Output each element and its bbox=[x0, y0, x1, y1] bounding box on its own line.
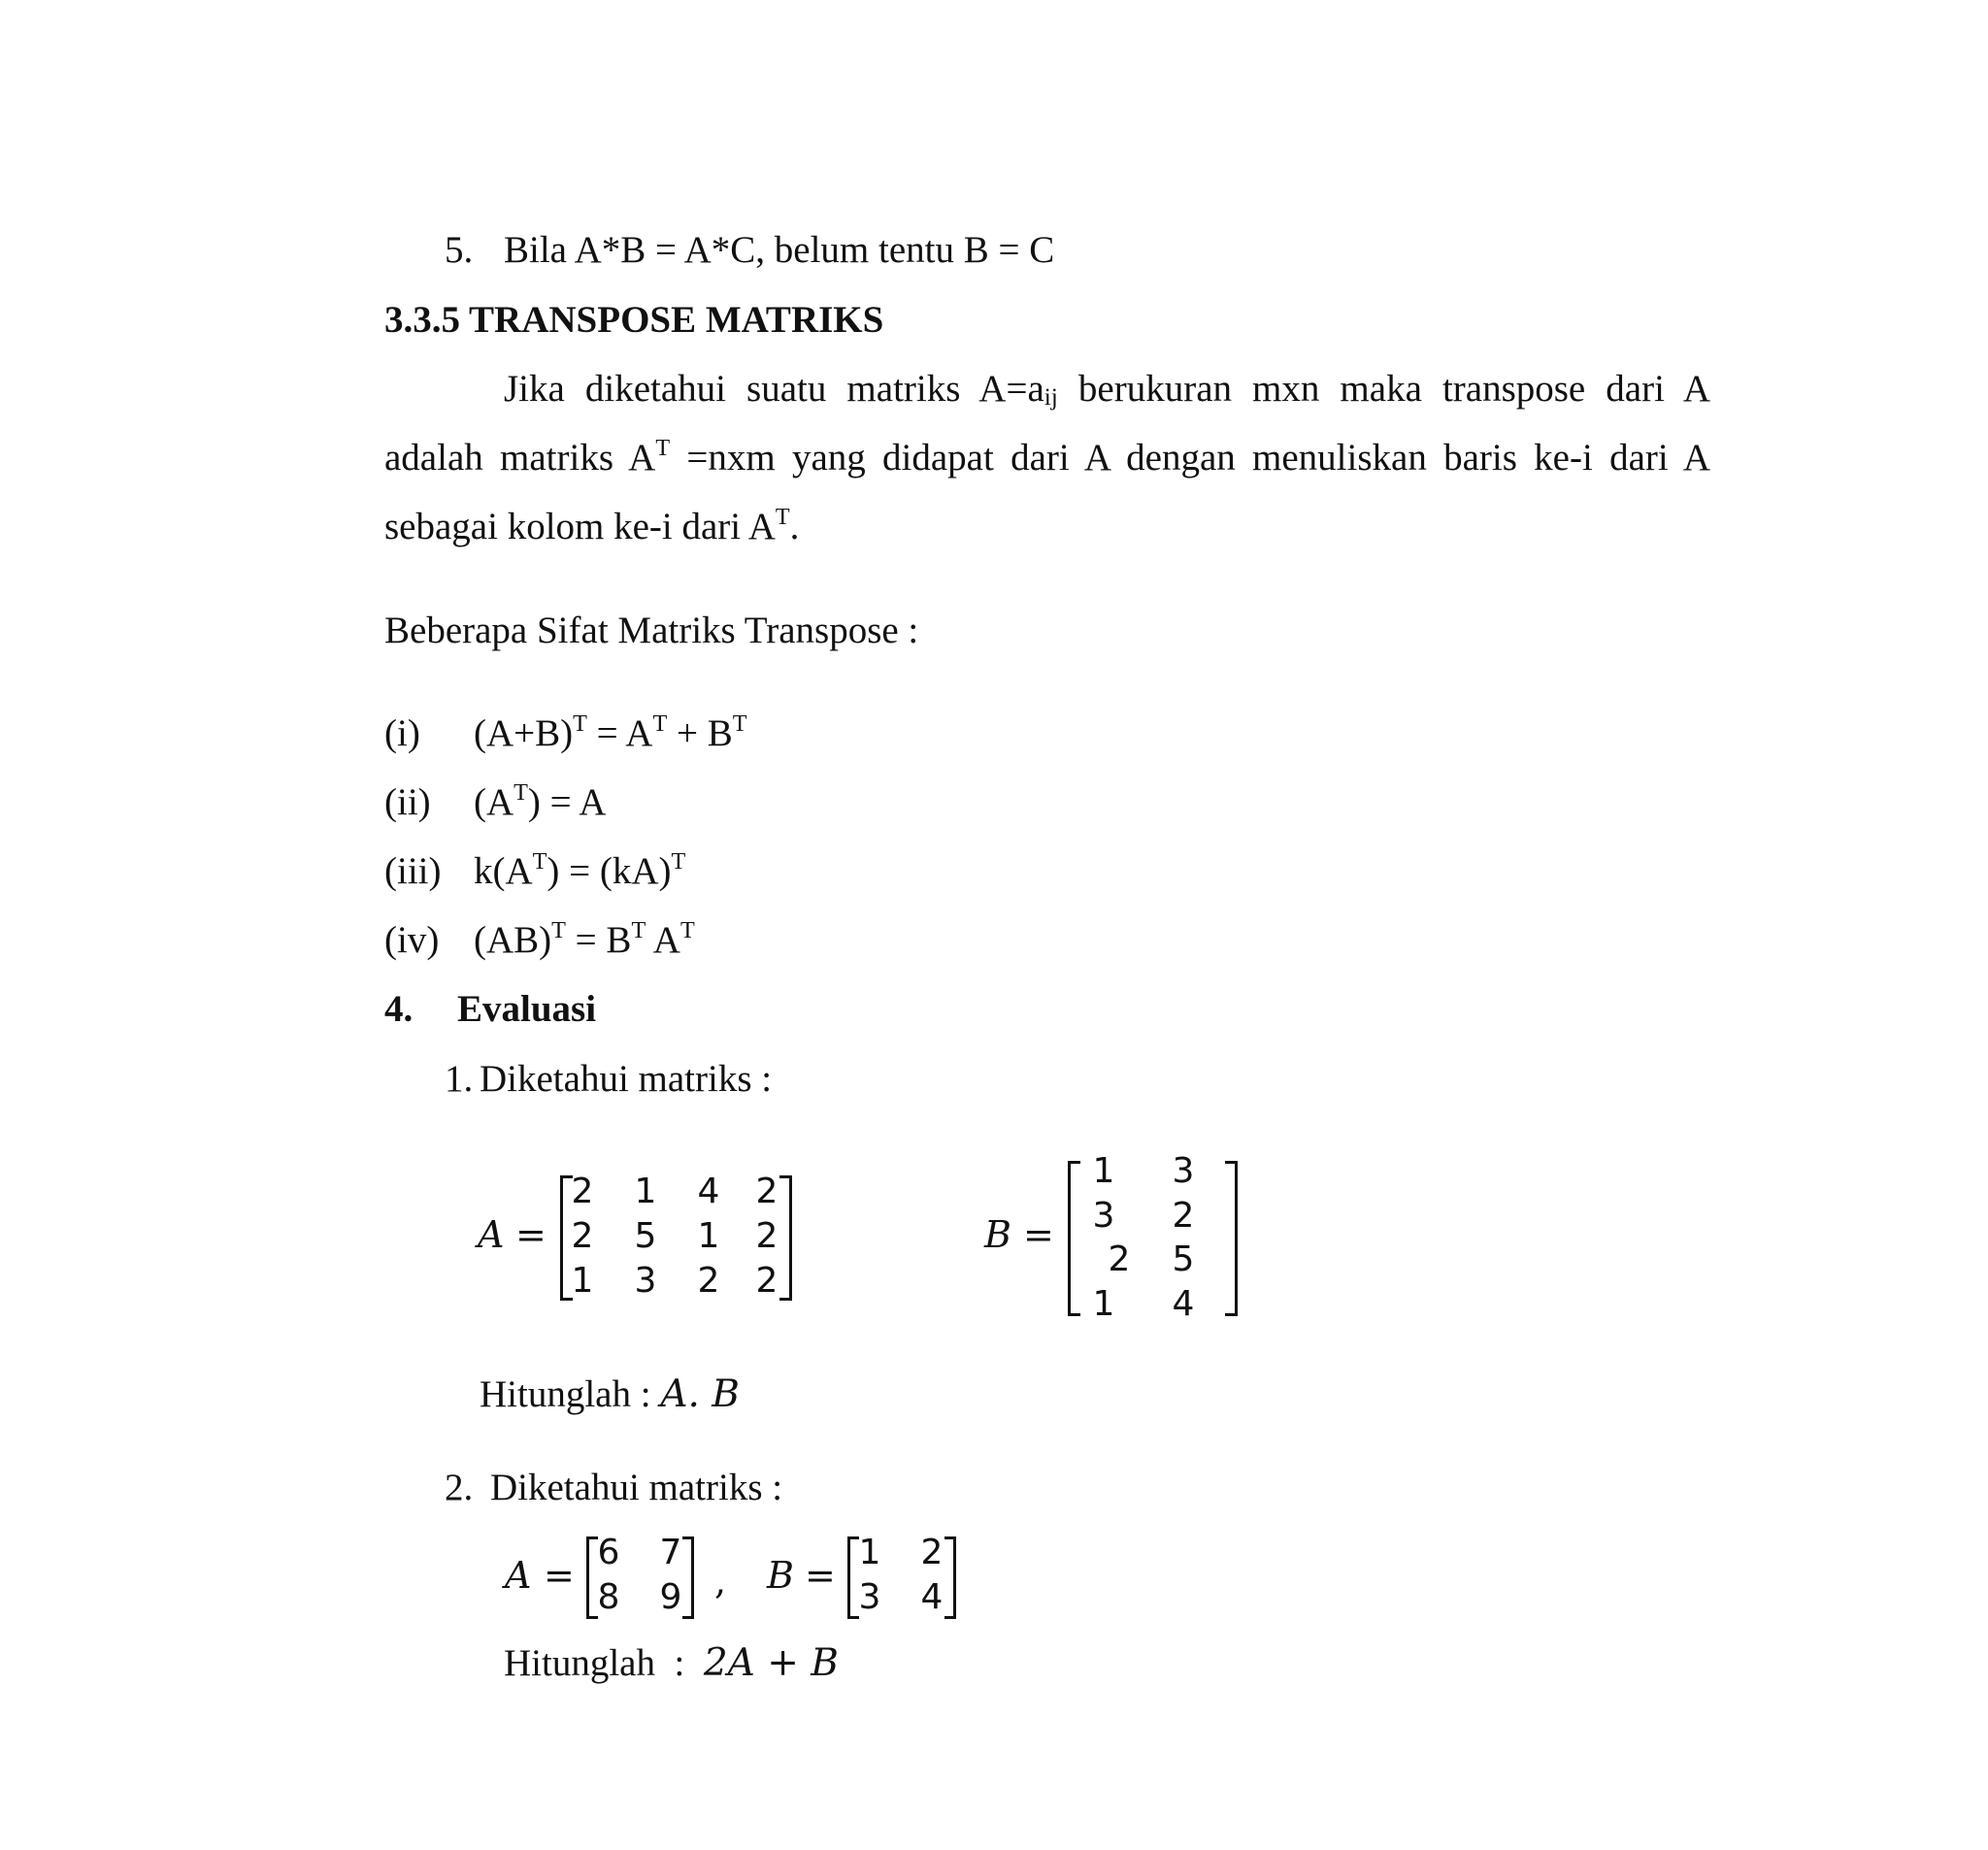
paragraph-line-2: adalah matriks $A^T =nxm$ yang didapat dari A dengan menuliskan baris ke-i dari A bbox=[384, 435, 1711, 479]
properties-heading: Beberapa Sifat Matriks Transpose : bbox=[384, 610, 919, 651]
matrix-cell: 2 bbox=[920, 1533, 944, 1572]
matrix-a-label: A bbox=[505, 1554, 532, 1597]
list-number-5: 5. bbox=[445, 229, 474, 271]
matrix-cell: 8 bbox=[597, 1577, 620, 1617]
matrix-a-label: A bbox=[478, 1213, 505, 1256]
property-formula: $(A^T) = A$ bbox=[474, 779, 607, 823]
matrix-cell: 2 bbox=[571, 1172, 594, 1211]
section-title: 3.3.5 TRANSPOSE MATRIKS bbox=[384, 299, 884, 341]
matrix-cell: 9 bbox=[659, 1577, 682, 1617]
matrix-cell: 1 bbox=[1092, 1284, 1115, 1324]
paragraph-line-1: Jika diketahui suatu matriks $A=a_{ij}$ berukuran mxn maka transpose dari A bbox=[504, 368, 1710, 411]
matrix-b-label: B bbox=[767, 1554, 794, 1597]
matrix-cell: 1 bbox=[634, 1172, 657, 1211]
matrix-cell: 2 bbox=[697, 1261, 720, 1301]
matrix-cell: 6 bbox=[597, 1533, 620, 1572]
matrix-cell: 1 bbox=[571, 1261, 594, 1301]
property-formula: $(A+B)^T = A^T + B^T$ bbox=[474, 710, 747, 754]
question-1-task: Hitunglah : A. B bbox=[480, 1372, 740, 1416]
matrix-cell: 2 bbox=[571, 1216, 594, 1256]
equals-sign: = bbox=[1023, 1213, 1054, 1256]
property-label: (i) bbox=[384, 712, 420, 754]
right-bracket bbox=[1225, 1161, 1238, 1316]
matrix-cell: 1 bbox=[697, 1216, 720, 1256]
list-item-5-text: Bila A*B = A*C, belum tentu B = C bbox=[504, 229, 1055, 271]
matrix-cell: 4 bbox=[697, 1172, 720, 1211]
matrix-cell: 7 bbox=[659, 1533, 682, 1572]
matrix-cell: 3 bbox=[1172, 1151, 1195, 1191]
property-formula: $(AB)^T = B^T$ $A^T$ bbox=[474, 917, 695, 961]
property-label: (iv) bbox=[384, 919, 440, 961]
matrix-cell: 1 bbox=[1092, 1151, 1115, 1191]
property-formula: $k(A^T) = (kA)^T$ bbox=[474, 848, 686, 892]
matrix-cell: 2 bbox=[755, 1172, 779, 1211]
comma-separator: , bbox=[714, 1560, 727, 1602]
matrix-cell: 2 bbox=[755, 1216, 779, 1256]
question-2-task: Hitunglah : 2A + B bbox=[504, 1641, 839, 1685]
matrix-cell: 4 bbox=[1172, 1284, 1195, 1324]
evaluation-number: 4. bbox=[384, 988, 414, 1030]
matrix-cell: 5 bbox=[634, 1216, 657, 1256]
question-2-number: 2. bbox=[445, 1467, 474, 1508]
matrix-cell: 4 bbox=[920, 1577, 944, 1617]
left-bracket bbox=[1068, 1161, 1080, 1316]
question-1-text: Diketahui matriks : bbox=[480, 1058, 773, 1100]
matrix-cell: 5 bbox=[1172, 1239, 1195, 1279]
property-label: (ii) bbox=[384, 781, 431, 823]
matrix-b-label: B bbox=[984, 1213, 1011, 1256]
matrix-cell: 2 bbox=[1108, 1239, 1131, 1279]
equals-sign: = bbox=[544, 1554, 575, 1597]
question-1-number: 1. bbox=[445, 1058, 474, 1100]
question-2-text: Diketahui matriks : bbox=[490, 1467, 783, 1508]
property-label: (iii) bbox=[384, 850, 442, 892]
equals-sign: = bbox=[805, 1554, 836, 1597]
matrix-cell: 2 bbox=[1172, 1196, 1195, 1236]
matrix-cell: 1 bbox=[858, 1533, 881, 1572]
paragraph-line-3: sebagai kolom ke-i dari $A^T$. bbox=[384, 504, 800, 547]
matrix-cell: 3 bbox=[1092, 1196, 1115, 1236]
equals-sign: = bbox=[515, 1213, 547, 1256]
evaluation-title: Evaluasi bbox=[457, 988, 597, 1030]
matrix-cell: 2 bbox=[755, 1261, 779, 1301]
matrix-cell: 3 bbox=[858, 1577, 881, 1617]
matrix-cell: 3 bbox=[634, 1261, 657, 1301]
